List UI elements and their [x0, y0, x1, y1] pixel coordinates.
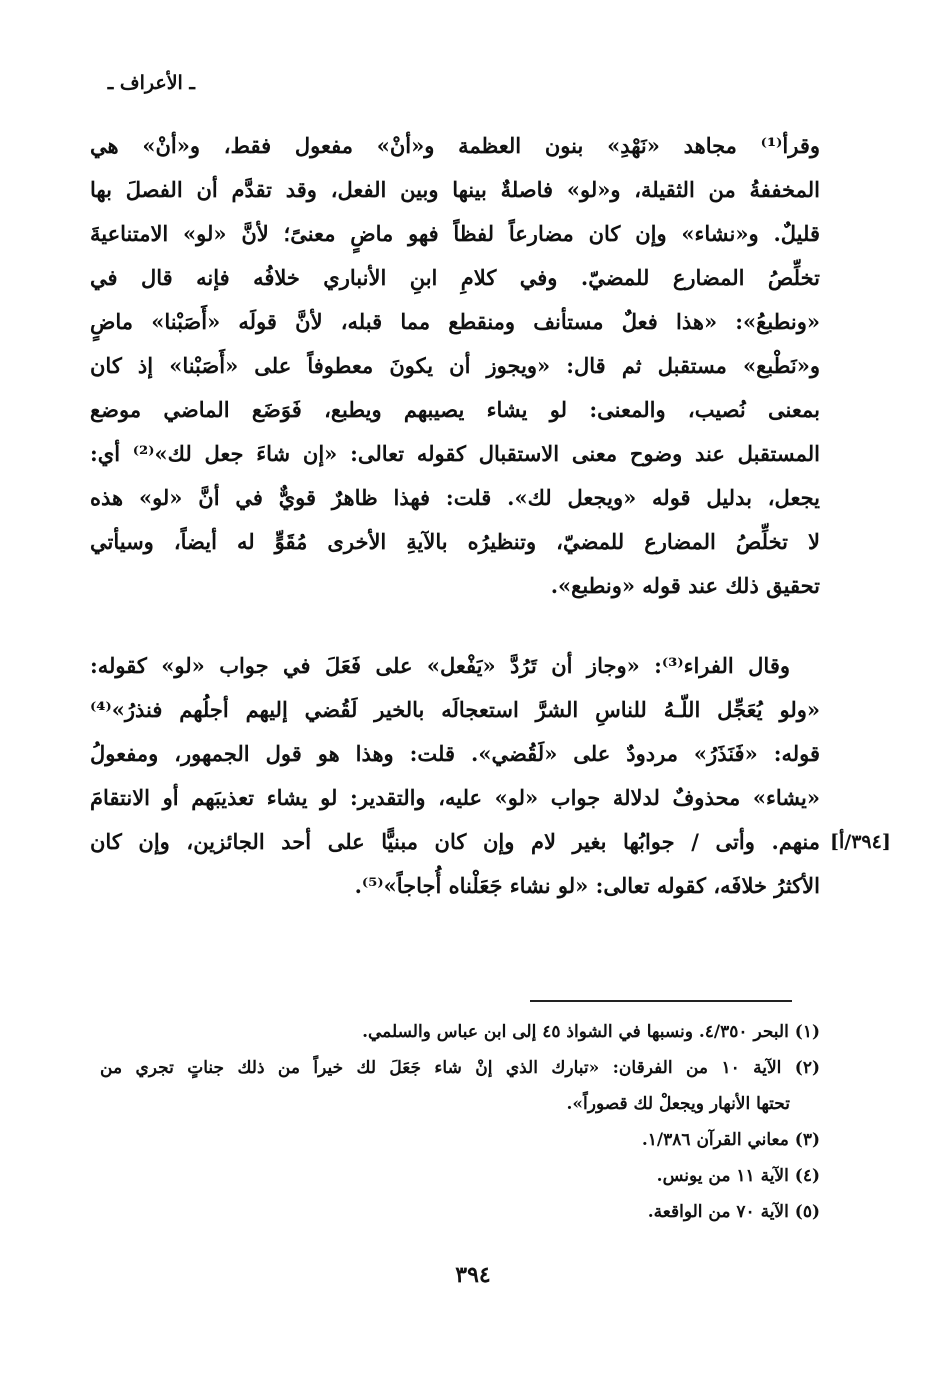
- footnote-line: تحتها الأنهار ويجعلْ لك قصوراً».: [566, 1094, 790, 1114]
- text-line: «يشاء» محذوفٌ لدلالة جواب «لو» عليه، والتقدير: لو يشاء تعذيبَهم أو الانتقامَ: [90, 785, 820, 810]
- footnote-line: (٥) الآية ٧٠ من الواقعة.: [647, 1202, 820, 1222]
- text-line: قليلٌ. و«نشاء» وإن كان مضارعاً لفظاً فهو ماضٍ معنىً؛ لأنَّ «لو» الامتناعيةَ: [90, 221, 820, 246]
- footnote-line: (٤) الآية ١١ من يونس.: [656, 1166, 820, 1186]
- text-line: تحقيق ذلك عند قوله «ونطبع».: [550, 573, 820, 598]
- footnote-line: (١) البحر ٤/٣٥٠. ونسبها في الشواذ ٤٥ إلى ابن عباس والسلمي.: [362, 1022, 820, 1042]
- text-line: «ونطبعُ»: «هذا فعلٌ مستأنف ومنقطع مما قبله، لأنَّ قولَه «أَصَبْنا» ماضٍ: [90, 309, 820, 334]
- text-line: «ولو يُعَجِّل اللّـهُ للناسِ الشرَّ استعجالَه بالخير لَقُضي إليهم أجلُهم فنذرُ»⁽⁴⁾: [90, 697, 820, 722]
- manuscript-folio-marker: [٣٩٤/أ]: [830, 831, 891, 853]
- page-number: ٣٩٤: [455, 1262, 491, 1288]
- text-line: يجعل، بدليل قوله «ويجعل لك». قلت: فهذا ظاهرٌ قويٌّ في أنَّ «لو» هذه: [90, 485, 820, 510]
- text-line: المستقبل عند وضوح معنى الاستقبال كقوله تعالى: «إن شاءَ جعل لك»⁽²⁾ أي:: [90, 441, 820, 466]
- text-line: وقرأ⁽¹⁾ مجاهد «نَهْدِ» بنون العظمة و«أنْ» مفعول فقط، و«أنْ» هي: [90, 133, 820, 158]
- footnote-separator: [530, 1000, 792, 1002]
- text-line: المخففةُ من الثقيلة، و«لو» فاصلةٌ بينها وبين الفعل، وقد تقدَّم أن الفصلَ بها: [90, 177, 820, 202]
- text-line: الأكثرُ خلافَه، كقوله تعالى: «لو نشاء جَعَلْناه أُجاجاً»⁽⁵⁾.: [354, 873, 820, 898]
- text-line: و«نَطْبع» مستقبل ثم قال: «ويجوز أن يكونَ معطوفاً على «أَصَبْنا» إذ كان: [90, 353, 820, 378]
- text-line: تخلِّصُ المضارع للمضيّ. وفي كلامِ ابنِ الأنباري خلافُه فإنه قال في: [90, 265, 820, 290]
- text-line: منهم. وأتى / جوابُها بغير لام وإن كان مبنيًّا على أحد الجائزين، وإن كان: [90, 829, 820, 854]
- text-line: بمعنى نُصيب، والمعنى: لو يشاء يصيبهم ويطبع، فَوَضَع الماضي موضع: [90, 397, 820, 422]
- footnote-line: (٣) معاني القرآن ١/٣٨٦.: [641, 1130, 820, 1150]
- text-line: قوله: «فَنَذَرُ» مردودٌ على «لَقُضي». قلت: وهذا هو قول الجمهور، ومفعولُ: [90, 741, 820, 766]
- running-header: ـ الأعراف ـ: [107, 72, 195, 94]
- text-line: وقال الفراء⁽³⁾: «وجاز أن تَرُدَّ «يَفْعل» على فَعَلَ في جواب «لو» كقوله:: [90, 653, 790, 678]
- footnote-line: (٢) الآية ١٠ من الفرقان: «تبارك الذي إنْ شاء جَعَلَ لك خيراً من ذلك جناتٍ تجري من: [100, 1058, 820, 1078]
- text-line: لا تخلِّصُ المضارع للمضيّ، وتنظيرُه بالآيةِ الأخرى مُقَوٍّ له أيضاً، وسيأتي: [90, 529, 820, 554]
